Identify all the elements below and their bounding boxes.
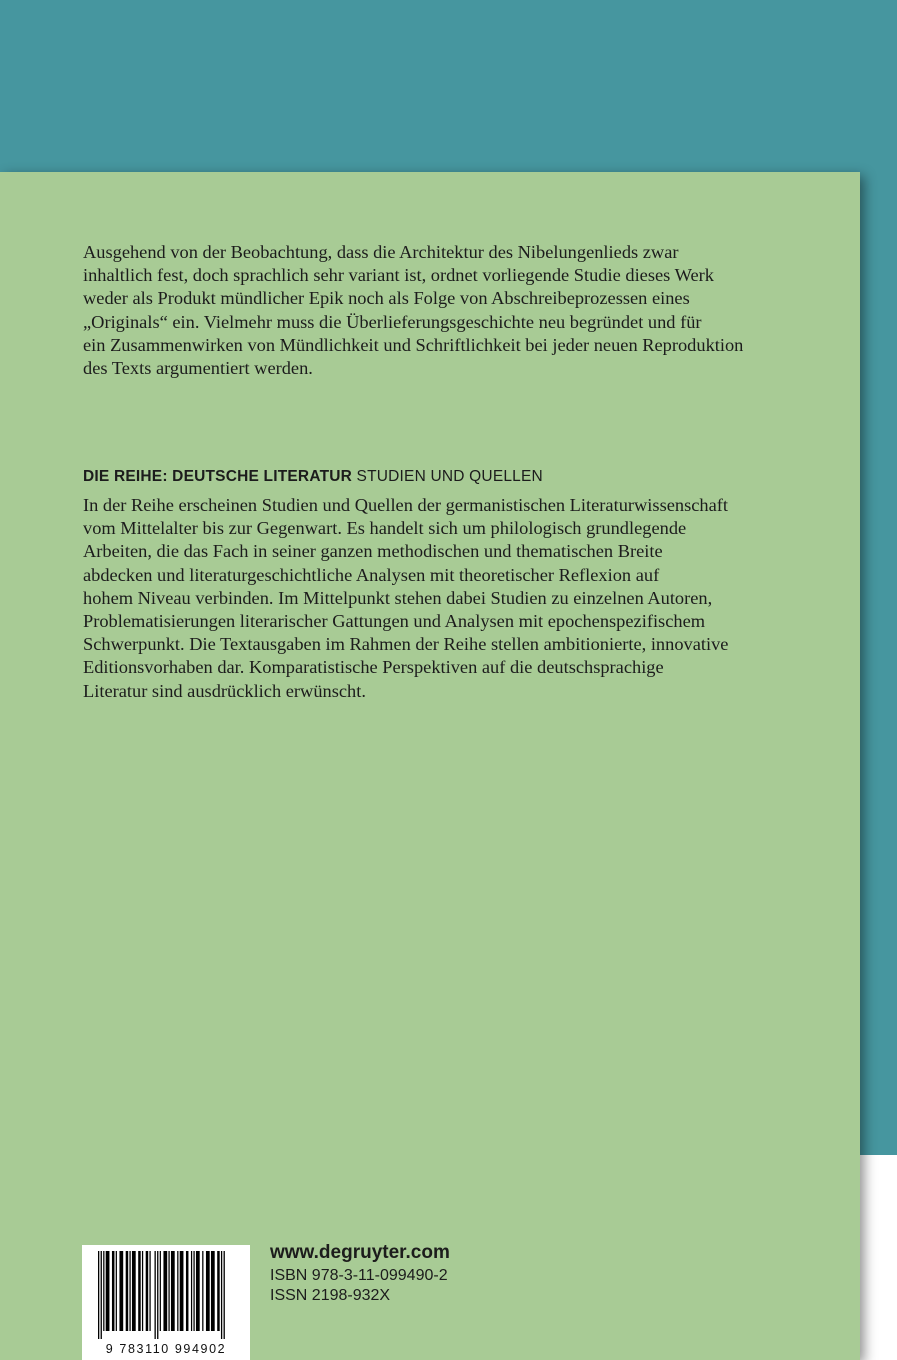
barcode-bar xyxy=(157,1251,158,1339)
series-line: Literatur sind ausdrücklich erwünscht. xyxy=(83,680,366,701)
barcode-bar xyxy=(106,1251,110,1331)
series-line: vom Mittelalter bis zur Gegenwart. Es handelt sich um philologisch grundlegende xyxy=(83,518,687,539)
barcode-bar xyxy=(98,1251,99,1339)
blurb-line: ein Zusammenwirken von Mündlichkeit und Schriftlichkeit bei jeder neuen Reproduktion xyxy=(83,334,744,355)
barcode-bar xyxy=(112,1251,115,1331)
series-heading xyxy=(83,468,543,486)
barcode-bar xyxy=(101,1251,102,1339)
barcode-bar xyxy=(132,1251,136,1331)
barcode-bar xyxy=(103,1251,104,1331)
barcode-bar xyxy=(155,1251,156,1339)
book-blurb xyxy=(83,241,783,380)
series-line: abdecken und literaturgeschichtliche Analysen mit theoretischer Reflexion auf xyxy=(83,564,660,585)
barcode-bar xyxy=(221,1251,222,1339)
series-line: Schwerpunkt. Die Textausgaben im Rahmen der Reihe stellen ambitionierte, innovative xyxy=(83,634,729,655)
barcode-bar xyxy=(160,1251,161,1331)
barcode-bar xyxy=(177,1251,178,1331)
series-line: Editionsvorhaben dar. Komparatistische Perspektiven auf die deutschsprachige xyxy=(83,657,664,678)
series-line: hohem Niveau verbinden. Im Mittelpunkt stehen dabei Studien zu einzelnen Autoren, xyxy=(83,587,713,608)
series-heading-bold: DIE REIHE: DEUTSCHE LITERATUR xyxy=(83,468,353,485)
blurb-line: weder als Produkt mündlicher Epik noch als Folge von Abschreibeprozessen eines xyxy=(83,288,690,309)
barcode-bar xyxy=(146,1251,149,1331)
barcode-bar xyxy=(116,1251,117,1331)
isbn-barcode xyxy=(82,1245,250,1360)
barcode-bar xyxy=(217,1251,220,1331)
barcode-bar xyxy=(149,1251,150,1331)
barcode-bar xyxy=(211,1251,215,1331)
barcode-bar xyxy=(119,1251,123,1331)
barcode-bars xyxy=(82,1245,250,1340)
barcode-bar xyxy=(142,1251,143,1331)
issn-number: ISSN 2198-932X xyxy=(270,1287,391,1304)
barcode-bar xyxy=(206,1251,210,1331)
series-line: Arbeiten, die das Fach in seiner ganzen methodischen und thematischen Breite xyxy=(83,541,663,562)
barcode-bar xyxy=(129,1251,130,1331)
series-line: In der Reihe erscheinen Studien und Quellen der germanistischen Literaturwissenschaft xyxy=(83,495,728,515)
publisher-url: www.degruyter.com xyxy=(270,1242,450,1263)
barcode-bar xyxy=(168,1251,169,1331)
barcode-bar xyxy=(191,1251,192,1331)
barcode-bar xyxy=(196,1251,200,1331)
series-line: Problematisierungen literarischer Gattungen und Analysen mit epochenspezifischem xyxy=(83,611,706,632)
barcode-bar xyxy=(193,1251,194,1331)
barcode-bar xyxy=(138,1251,141,1331)
blurb-line: des Texts argumentiert werden. xyxy=(83,358,313,379)
barcode-bar xyxy=(171,1251,175,1331)
barcode-bar xyxy=(202,1251,203,1331)
blurb-line: inhaltlich fest, doch sprachlich sehr variant ist, ordnet vorliegende Studie dieses Werk xyxy=(83,265,714,286)
series-heading-light: STUDIEN UND QUELLEN xyxy=(352,468,543,485)
series-description xyxy=(83,494,783,703)
isbn-number: ISBN 978-3-11-099490-2 xyxy=(270,1267,448,1284)
barcode-bar xyxy=(126,1251,129,1331)
blurb-line: „Originals“ ein. Vielmehr muss die Überlieferungsgeschichte neu begründet und für xyxy=(83,311,702,332)
blurb-line: Ausgehend von der Beobachtung, dass die Architektur des Nibelungenlieds zwar xyxy=(83,242,679,262)
barcode-bar xyxy=(224,1251,225,1339)
barcode-digits: 9 783110 994902 xyxy=(105,1342,227,1356)
publisher-imprint xyxy=(270,1240,450,1306)
barcode-bar xyxy=(186,1251,189,1331)
barcode-bar xyxy=(163,1251,167,1331)
barcode-bar xyxy=(180,1251,184,1331)
